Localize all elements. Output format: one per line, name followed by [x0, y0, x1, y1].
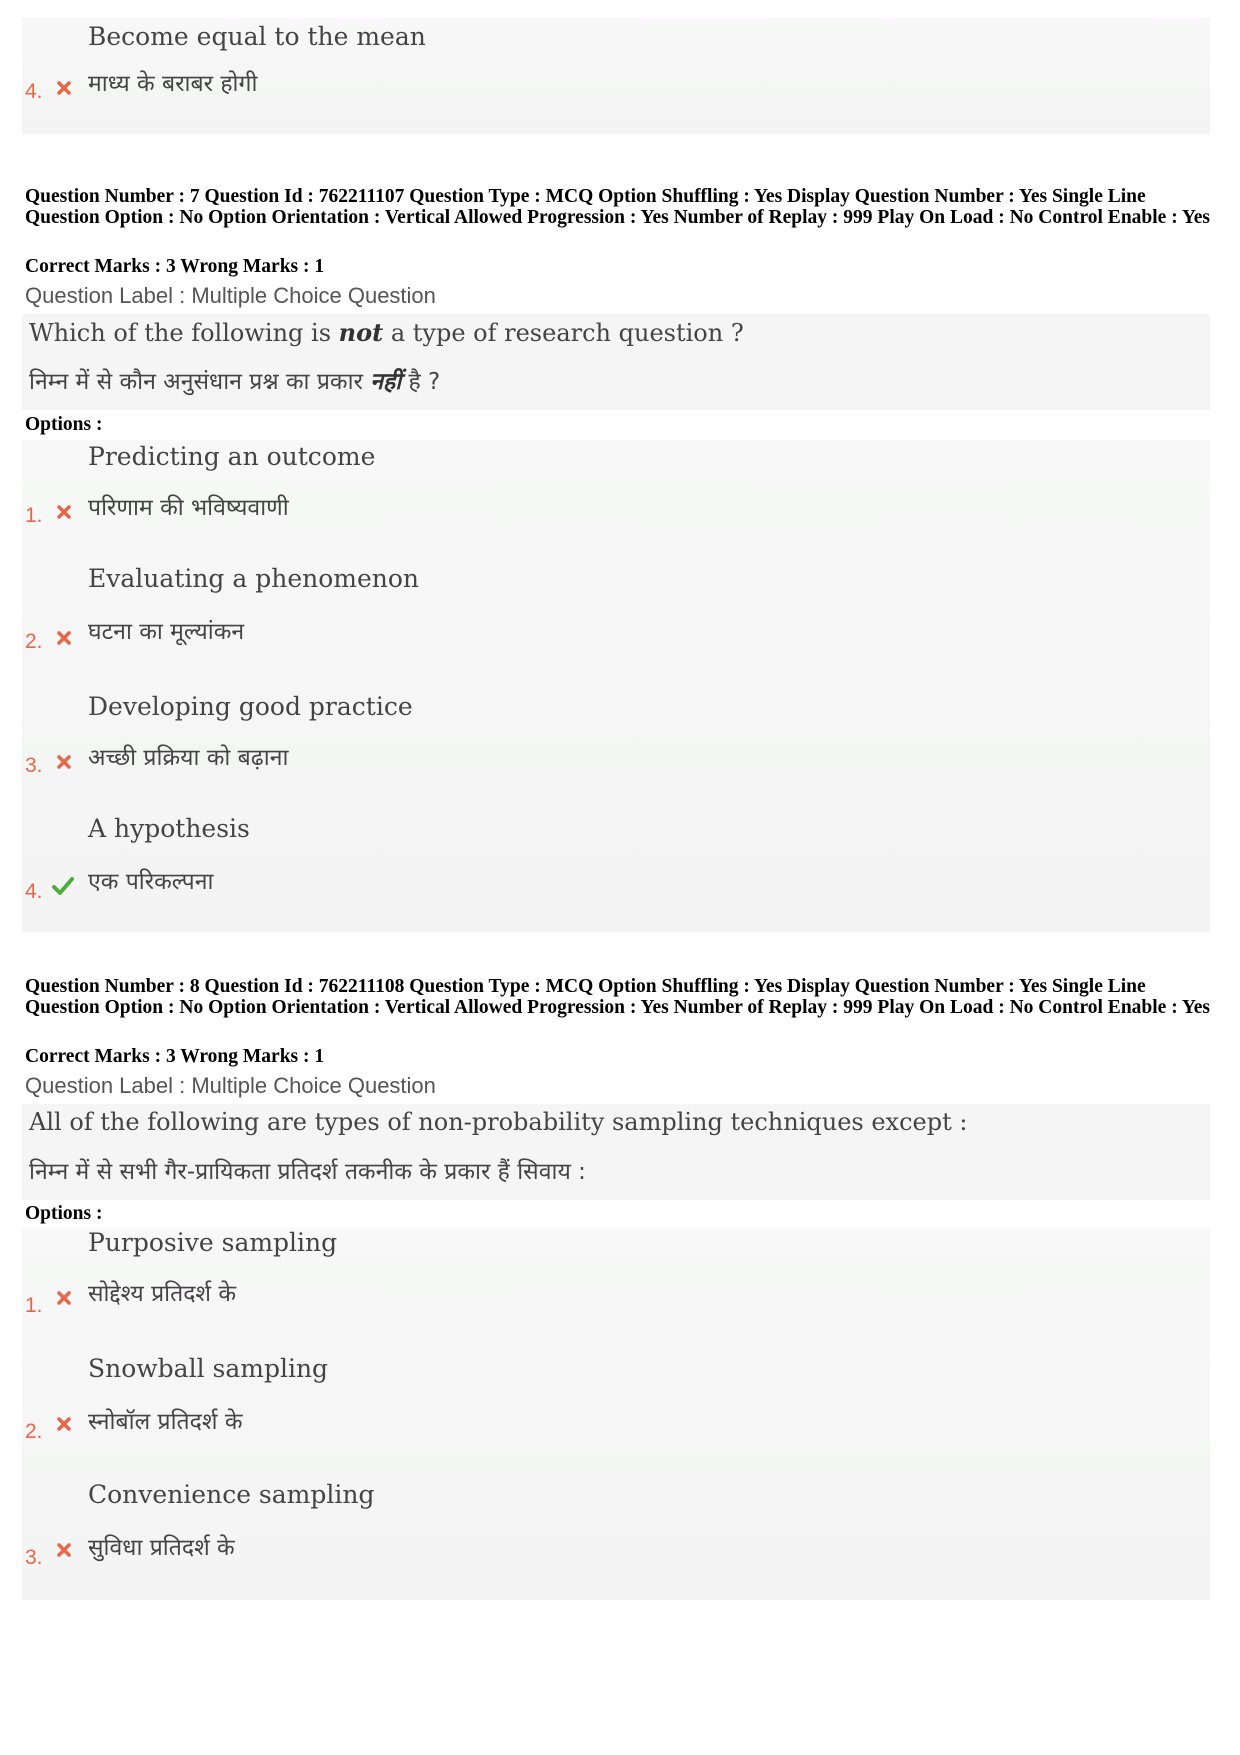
q8-metadata: Question Number : 8 Question Id : 762211108 Question Type : MCQ Option Shuffling : Yes Display Question Number : Yes Single Line Question Option : No Option Orientation : Vertical Allowed Progression : Yes Number of Replay : 999 Play On Load : No Control Enable : Yes	[25, 976, 1211, 1018]
q7-options-label: Options :	[25, 414, 103, 435]
q8-option-2-hi: स्नोबॉल प्रतिदर्श के	[88, 1409, 243, 1435]
q7-question-text-emphasis: not	[338, 318, 384, 347]
prev-option-4-en: Become equal to the mean	[88, 22, 426, 51]
cross-icon	[56, 754, 72, 770]
cross-icon	[56, 1416, 72, 1432]
q8-option-2-en: Snowball sampling	[88, 1354, 329, 1383]
cross-icon	[56, 1290, 72, 1306]
q7-option-1-en: Predicting an outcome	[88, 442, 376, 471]
q7-question-text	[29, 318, 744, 347]
q7-question-box	[22, 314, 1210, 410]
q8-option-1-number: 1.	[25, 1294, 43, 1317]
cross-icon	[56, 80, 72, 96]
q7-option-3-number: 3.	[25, 754, 43, 777]
q8-question-label: Question Label : Multiple Choice Question	[25, 1073, 436, 1098]
q7-option-3-hi: अच्छी प्रक्रिया को बढ़ाना	[88, 745, 289, 771]
q8-option-1-en: Purposive sampling	[88, 1228, 338, 1257]
q8-option-3-hi: सुविधा प्रतिदर्श के	[88, 1535, 235, 1561]
q7-question-label: Question Label : Multiple Choice Question	[25, 283, 436, 308]
q7-option-4-number: 4.	[25, 880, 43, 903]
q7-option-2-en: Evaluating a phenomenon	[88, 564, 420, 593]
q7-option-4-en: A hypothesis	[88, 814, 250, 843]
q8-question-text: All of the following are types of non-probability sampling techniques except :	[29, 1108, 968, 1136]
q8-option-1-hi: सोद्देश्य प्रतिदर्श के	[88, 1281, 237, 1307]
q7-question-text-before: Which of the following is	[29, 319, 339, 347]
check-icon	[52, 876, 74, 896]
prev-option-4-hi: माध्य के बराबर होगी	[88, 71, 258, 97]
q8-marks: Correct Marks : 3 Wrong Marks : 1	[25, 1046, 325, 1067]
q8-options-label: Options :	[25, 1203, 103, 1224]
cross-icon	[56, 1542, 72, 1558]
q7-question-text-after: a type of research question ?	[383, 319, 744, 347]
q7-question-hindi	[29, 364, 440, 396]
q7-option-1-hi: परिणाम की भविष्यवाणी	[88, 495, 289, 521]
q7-question-hindi-before: निम्न में से कौन अनुसंधान प्रश्न का प्रकार	[29, 369, 371, 395]
q7-metadata: Question Number : 7 Question Id : 762211107 Question Type : MCQ Option Shuffling : Yes Display Question Number : Yes Single Line Question Option : No Option Orientation : Vertical Allowed Progression : Yes Number of Replay : 999 Play On Load : No Control Enable : Yes	[25, 186, 1211, 228]
q7-option-2-hi: घटना का मूल्यांकन	[88, 619, 245, 645]
q7-question-hindi-after: है ?	[401, 369, 441, 395]
cross-icon	[56, 504, 72, 520]
q8-question-hindi: निम्न में से सभी गैर-प्रायिकता प्रतिदर्श तकनीक के प्रकार हैं सिवाय :	[29, 1159, 586, 1185]
q7-option-1-number: 1.	[25, 504, 43, 527]
prev-option-4-number: 4.	[25, 80, 43, 103]
q7-option-4-hi: एक परिकल्पना	[88, 869, 214, 895]
q8-option-3-en: Convenience sampling	[88, 1480, 375, 1509]
q8-option-2-number: 2.	[25, 1420, 43, 1443]
q7-option-2-number: 2.	[25, 630, 43, 653]
cross-icon	[56, 630, 72, 646]
q7-option-3-en: Developing good practice	[88, 692, 413, 721]
q8-question-box	[22, 1104, 1210, 1200]
q7-marks: Correct Marks : 3 Wrong Marks : 1	[25, 256, 325, 277]
q8-option-3-number: 3.	[25, 1546, 43, 1569]
q7-question-hindi-emphasis: नहीं	[370, 369, 402, 395]
